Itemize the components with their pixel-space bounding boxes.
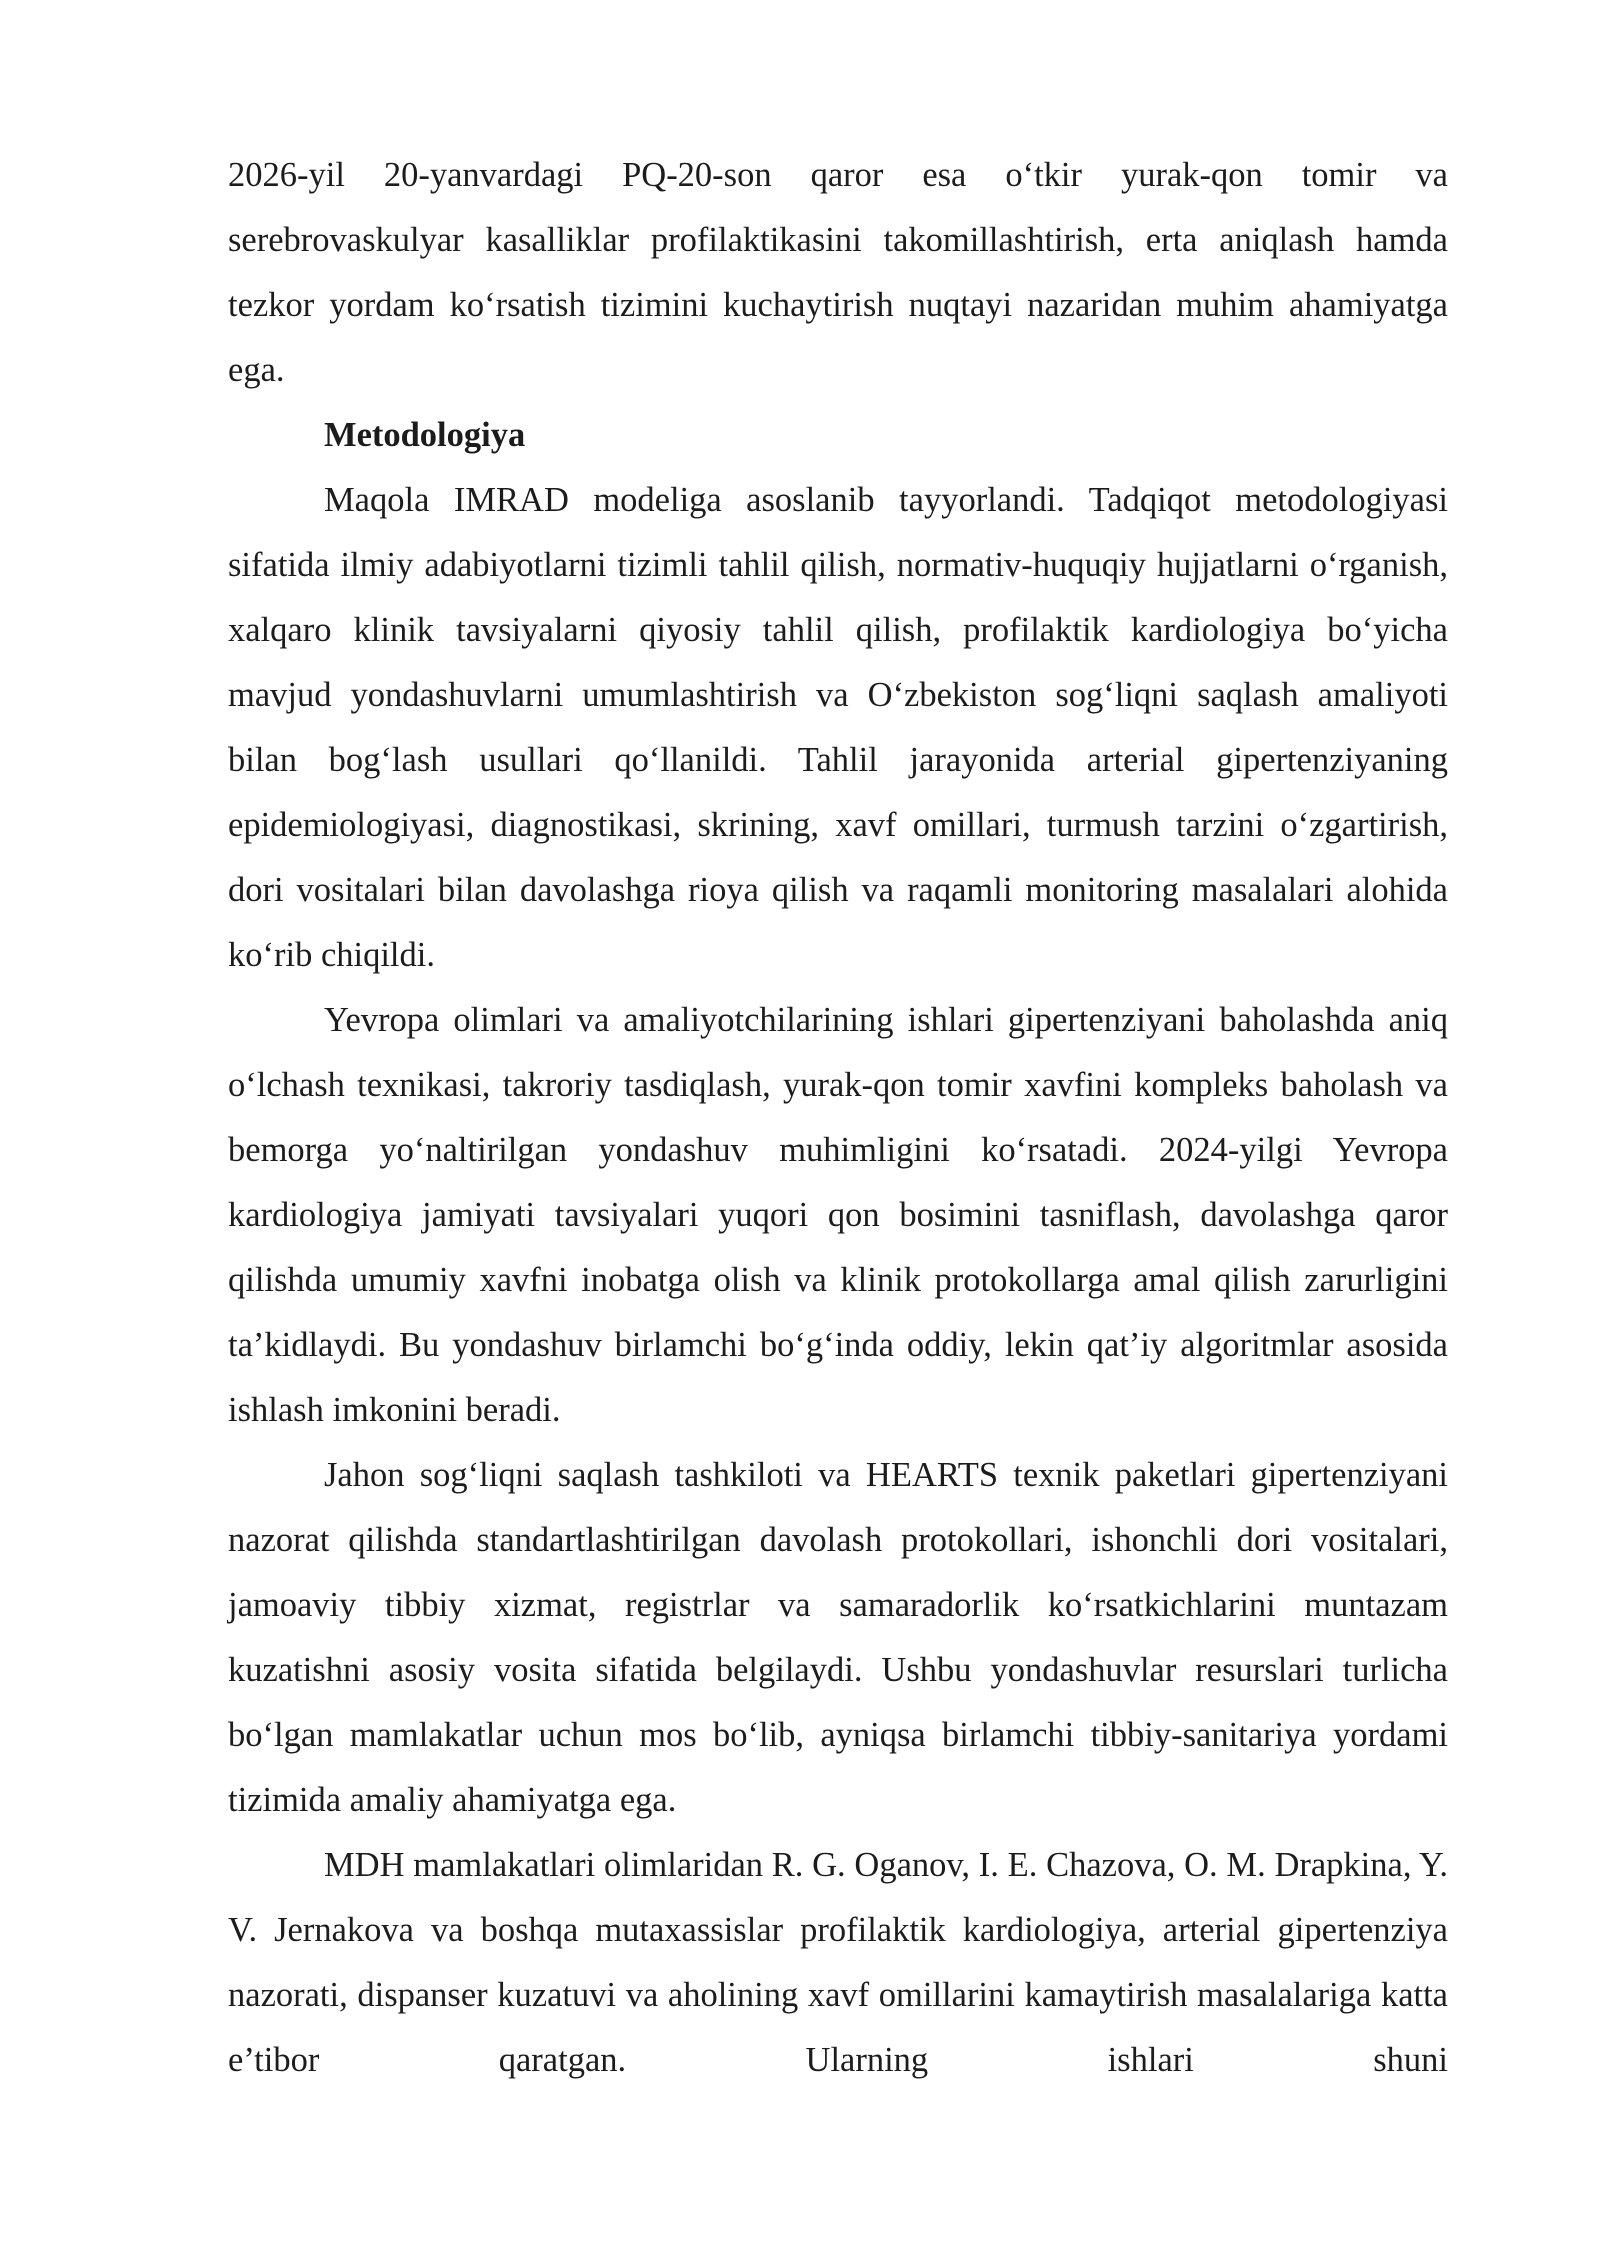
paragraph-who-hearts: Jahon sog‘liqni saqlash tashkiloti va HEARTS texnik paketlari gipertenziyani nazorat qilishda standartlashtirilgan davolash protokollari, ishonchli dori vositalari, jamoaviy tibbiy xizmat, registrlar va samaradorlik ko‘rsatkichlarini muntazam kuzatishni asosiy vosita sifatida belgilaydi. Ushbu yondashuvlar resurslari turlicha bo‘lgan mamlakatlar uchun mos bo‘lib, ayniqsa birlamchi tibbiy-sanitariya yordami tizimida amaliy ahamiyatga ega. — [228, 1456, 1448, 1819]
paragraph-intro-continuation: 2026-yil 20-yanvardagi PQ-20-son qaror esa o‘tkir yurak-qon tomir va serebrovaskulyar kasalliklar profilaktikasini takomillashtirish, erta aniqlash hamda tezkor yordam ko‘rsatish tizimini kuchaytirish nuqtayi nazaridan muhim ahamiyatga ega. — [228, 156, 1448, 389]
paragraph-cis-scientists: MDH mamlakatlari olimlaridan R. G. Oganov, I. E. Chazova, O. M. Drapkina, Y. V. Jernakova va boshqa mutaxassislar profilaktik kardiologiya, arterial gipertenziya nazorati, dispanser kuzatuvi va aholining xavf omillarini kamaytirish masalalariga katta e’tibor qaratgan. Ularning ishlari shuni — [228, 1846, 1448, 2079]
section-heading-methodology: Metodologiya — [324, 416, 526, 454]
paragraph-european-studies: Yevropa olimlari va amaliyotchilarining ishlari gipertenziyani baholashda aniq o‘lchash texnikasi, takroriy tasdiqlash, yurak-qon tomir xavfini kompleks baholash va bemorga yo‘naltirilgan yondashuv muhimligini ko‘rsatadi. 2024-yilgi Yevropa kardiologiya jamiyati tavsiyalari yuqori qon bosimini tasniflash, davolashga qaror qilishda umumiy xavfni inobatga olish va klinik protokollarga amal qilish zarurligini ta’kidlaydi. Bu yondashuv birlamchi bo‘g‘inda oddiy, lekin qat’iy algoritmlar asosida ishlash imkonini beradi. — [228, 1001, 1448, 1429]
paragraph-methodology: Maqola IMRAD modeliga asoslanib tayyorlandi. Tadqiqot metodologiyasi sifatida ilmiy adabiyotlarni tizimli tahlil qilish, normativ-huquqiy hujjatlarni o‘rganish, xalqaro klinik tavsiyalarni qiyosiy tahlil qilish, profilaktik kardiologiya bo‘yicha mavjud yondashuvlarni umumlashtirish va O‘zbekiston sog‘liqni saqlash amaliyoti bilan bog‘lash usullari qo‘llanildi. Tahlil jarayonida arterial gipertenziyaning epidemiologiyasi, diagnostikasi, skrining, xavf omillari, turmush tarzini o‘zgartirish, dori vositalari bilan davolashga rioya qilish va raqamli monitoring masalalari alohida ko‘rib chiqildi. — [228, 481, 1448, 974]
